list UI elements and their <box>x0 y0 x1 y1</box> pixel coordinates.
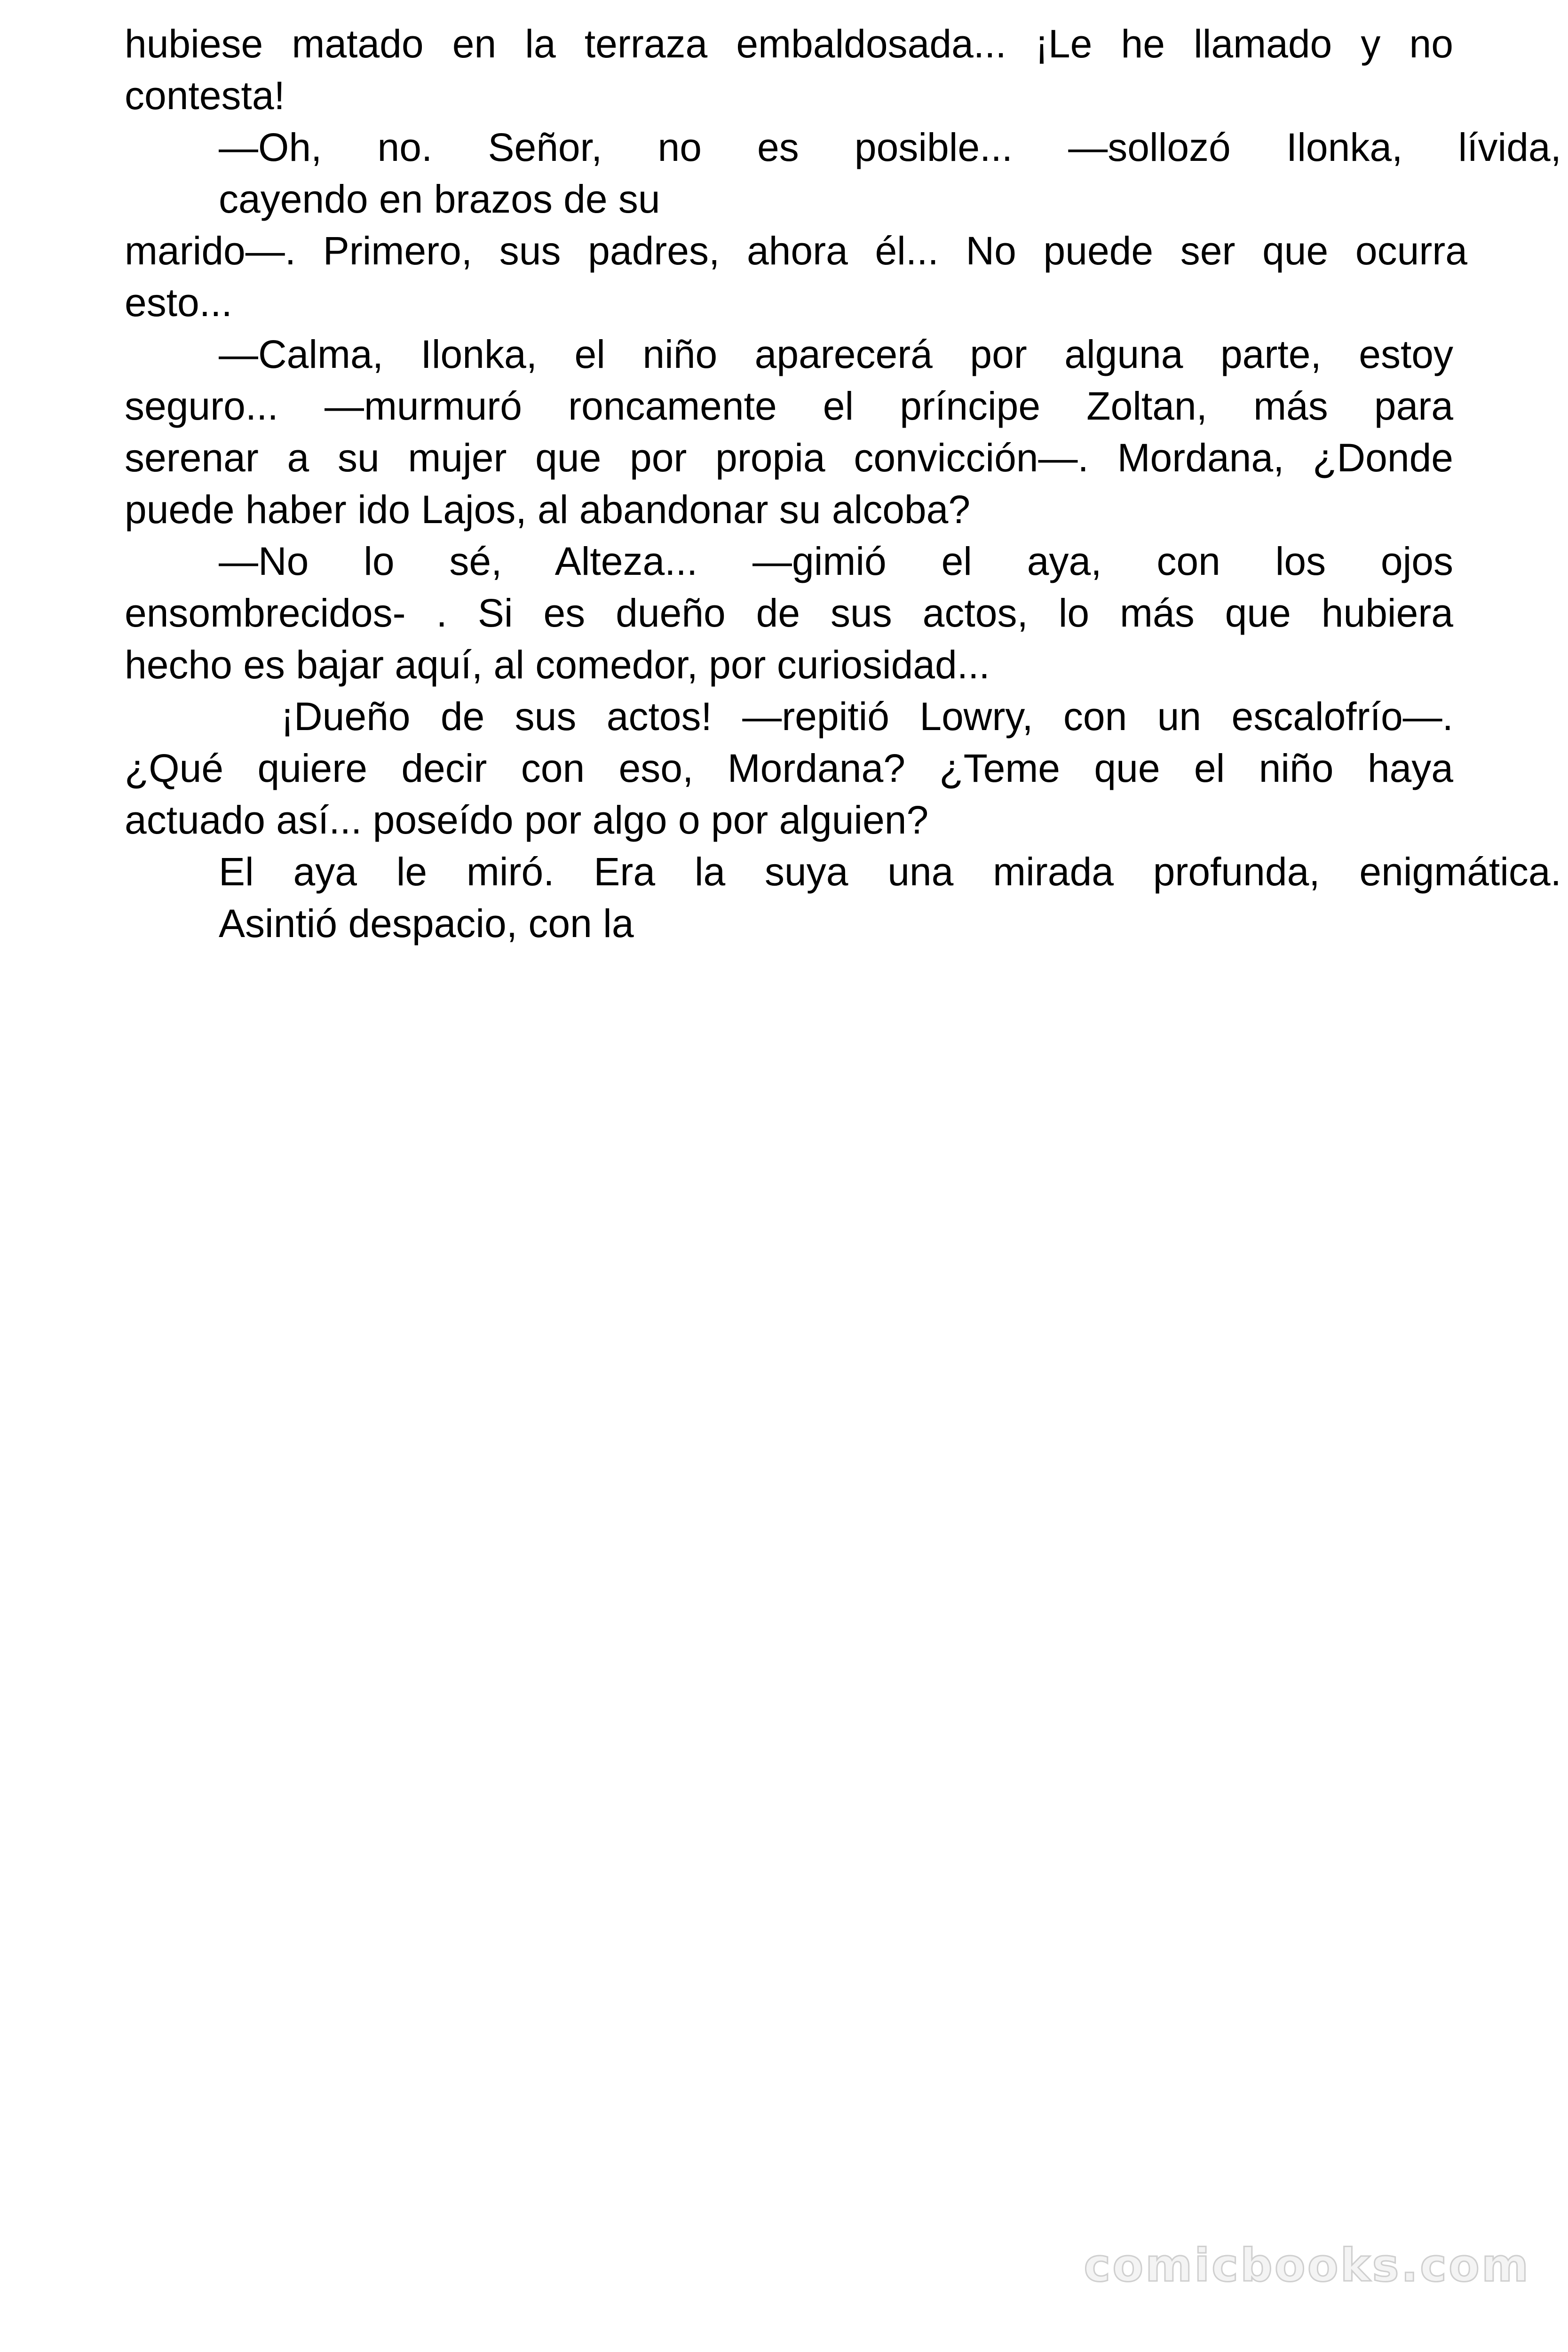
text-line: marido—. Primero, sus padres, ahora él... No puede ser que ocurra <box>125 229 1467 273</box>
text-line: —No lo sé, Alteza... —gimió el aya, con los ojos <box>219 539 1453 583</box>
text-line: El aya le miró. Era la suya una mirada profunda, enigmática. <box>219 850 1561 894</box>
text-line: puede haber ido Lajos, al abandonar su alcoba? <box>125 487 971 532</box>
text-line: —Oh, no. Señor, no es posible... —sollozó Ilonka, lívida, <box>219 125 1561 169</box>
text-line: ensombrecidos- . Si es dueño de sus actos, lo más que hubiera <box>125 591 1453 635</box>
text-line: actuado así... poseído por algo o por alguien? <box>125 798 929 842</box>
text-line: hecho es bajar aquí, al comedor, por curiosidad... <box>125 643 990 687</box>
text-line: —Calma, Ilonka, el niño aparecerá por alguna parte, estoy <box>219 332 1453 376</box>
watermark-logo: comicbooks.com <box>1084 2239 1530 2292</box>
text-line: ¿Qué quiere decir con eso, Mordana? ¿Teme que el niño haya <box>125 746 1453 790</box>
text-line: seguro... —murmuró roncamente el príncipe Zoltan, más para <box>125 384 1453 428</box>
text-line: esto... <box>125 280 232 325</box>
text-line: contesta! <box>125 73 285 118</box>
text-line: serenar a su mujer que por propia convicción—. Mordana, ¿Donde <box>125 436 1453 480</box>
text-line: hubiese matado en la terraza embaldosada... ¡Le he llamado y no <box>125 22 1453 66</box>
text-line: cayendo en brazos de su <box>219 177 660 221</box>
text-line: ¡Dueño de sus actos! —repitió Lowry, con un escalofrío—. <box>281 694 1453 739</box>
text-line: Asintió despacio, con la <box>219 901 634 946</box>
